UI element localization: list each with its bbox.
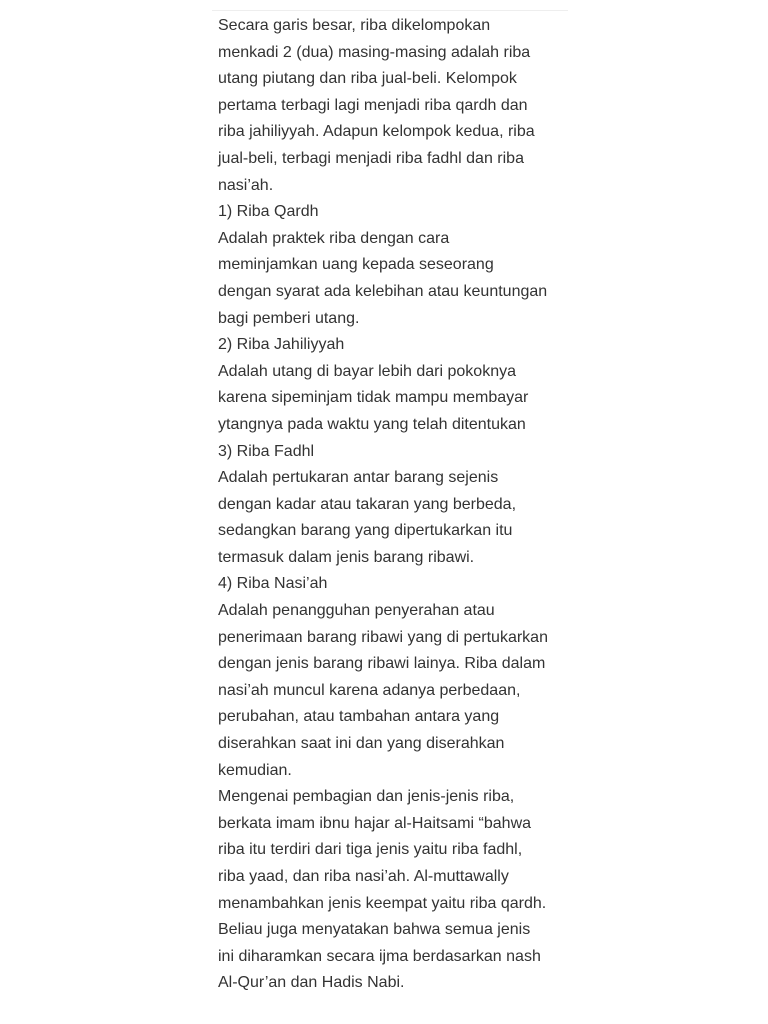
section-heading-riba-jahiliyyah: 2) Riba Jahiliyyah xyxy=(218,336,345,354)
text-line: ytangnya pada waktu yang telah ditentukan xyxy=(218,415,526,433)
text-line: utang piutang dan riba jual-beli. Kelompok xyxy=(218,70,517,88)
text-line: Al-Qur’an dan Hadis Nabi. xyxy=(218,974,405,992)
article-body xyxy=(218,13,563,997)
section-heading-riba-qardh: 1) Riba Qardh xyxy=(218,203,319,221)
text-line: sedangkan barang yang dipertukarkan itu xyxy=(218,522,513,540)
section-heading-riba-nasiah: 4) Riba Nasi’ah xyxy=(218,575,328,593)
text-line: riba itu terdiri dari tiga jenis yaitu riba fadhl, xyxy=(218,841,523,859)
text-line: kemudian. xyxy=(218,761,292,779)
text-line: dengan syarat ada kelebihan atau keuntungan xyxy=(218,282,548,300)
text-line: menkadi 2 (dua) masing-masing adalah riba xyxy=(218,43,531,61)
section-heading-riba-fadhl: 3) Riba Fadhl xyxy=(218,442,315,460)
text-line: diserahkan saat ini dan yang diserahkan xyxy=(218,735,505,753)
text-line: Adalah penangguhan penyerahan atau xyxy=(218,602,495,620)
text-line: penerimaan barang ribawi yang di pertukarkan xyxy=(218,628,548,646)
text-line: Adalah pertukaran antar barang sejenis xyxy=(218,469,499,487)
text-line: berkata imam ibnu hajar al-Haitsami “bahwa xyxy=(218,814,532,832)
text-line: riba jahiliyyah. Adapun kelompok kedua, riba xyxy=(218,123,535,141)
text-line: Secara garis besar, riba dikelompokan xyxy=(218,17,491,34)
text-line: ini diharamkan secara ijma berdasarkan nash xyxy=(218,947,541,965)
text-line: Adalah utang di bayar lebih dari pokoknya xyxy=(218,362,516,380)
text-line: Mengenai pembagian dan jenis-jenis riba, xyxy=(218,788,515,806)
text-line: Adalah praktek riba dengan cara xyxy=(218,229,450,247)
text-line: dengan kadar atau takaran yang berbeda, xyxy=(218,495,517,513)
text-line: riba yaad, dan riba nasi’ah. Al-muttawally xyxy=(218,868,509,885)
top-divider xyxy=(212,10,568,11)
text-line: nasi’ah. xyxy=(218,176,274,194)
text-line: dengan jenis barang ribawi lainya. Riba dalam xyxy=(218,655,546,673)
text-line: nasi’ah muncul karena adanya perbedaan, xyxy=(218,681,521,699)
text-line: bagi pemberi utang. xyxy=(218,309,360,327)
text-line: Beliau juga menyatakan bahwa semua jenis xyxy=(218,921,531,939)
text-line: meminjamkan uang kepada seseorang xyxy=(218,256,494,274)
text-line: menambahkan jenis keempat yaitu riba qardh. xyxy=(218,894,547,912)
text-line: jual-beli, terbagi menjadi riba fadhl dan riba xyxy=(218,149,524,167)
text-line: perubahan, atau tambahan antara yang xyxy=(218,708,500,726)
text-line: termasuk dalam jenis barang ribawi. xyxy=(218,548,475,566)
text-line: karena sipeminjam tidak mampu membayar xyxy=(218,389,529,407)
text-line: pertama terbagi lagi menjadi riba qardh dan xyxy=(218,96,528,114)
